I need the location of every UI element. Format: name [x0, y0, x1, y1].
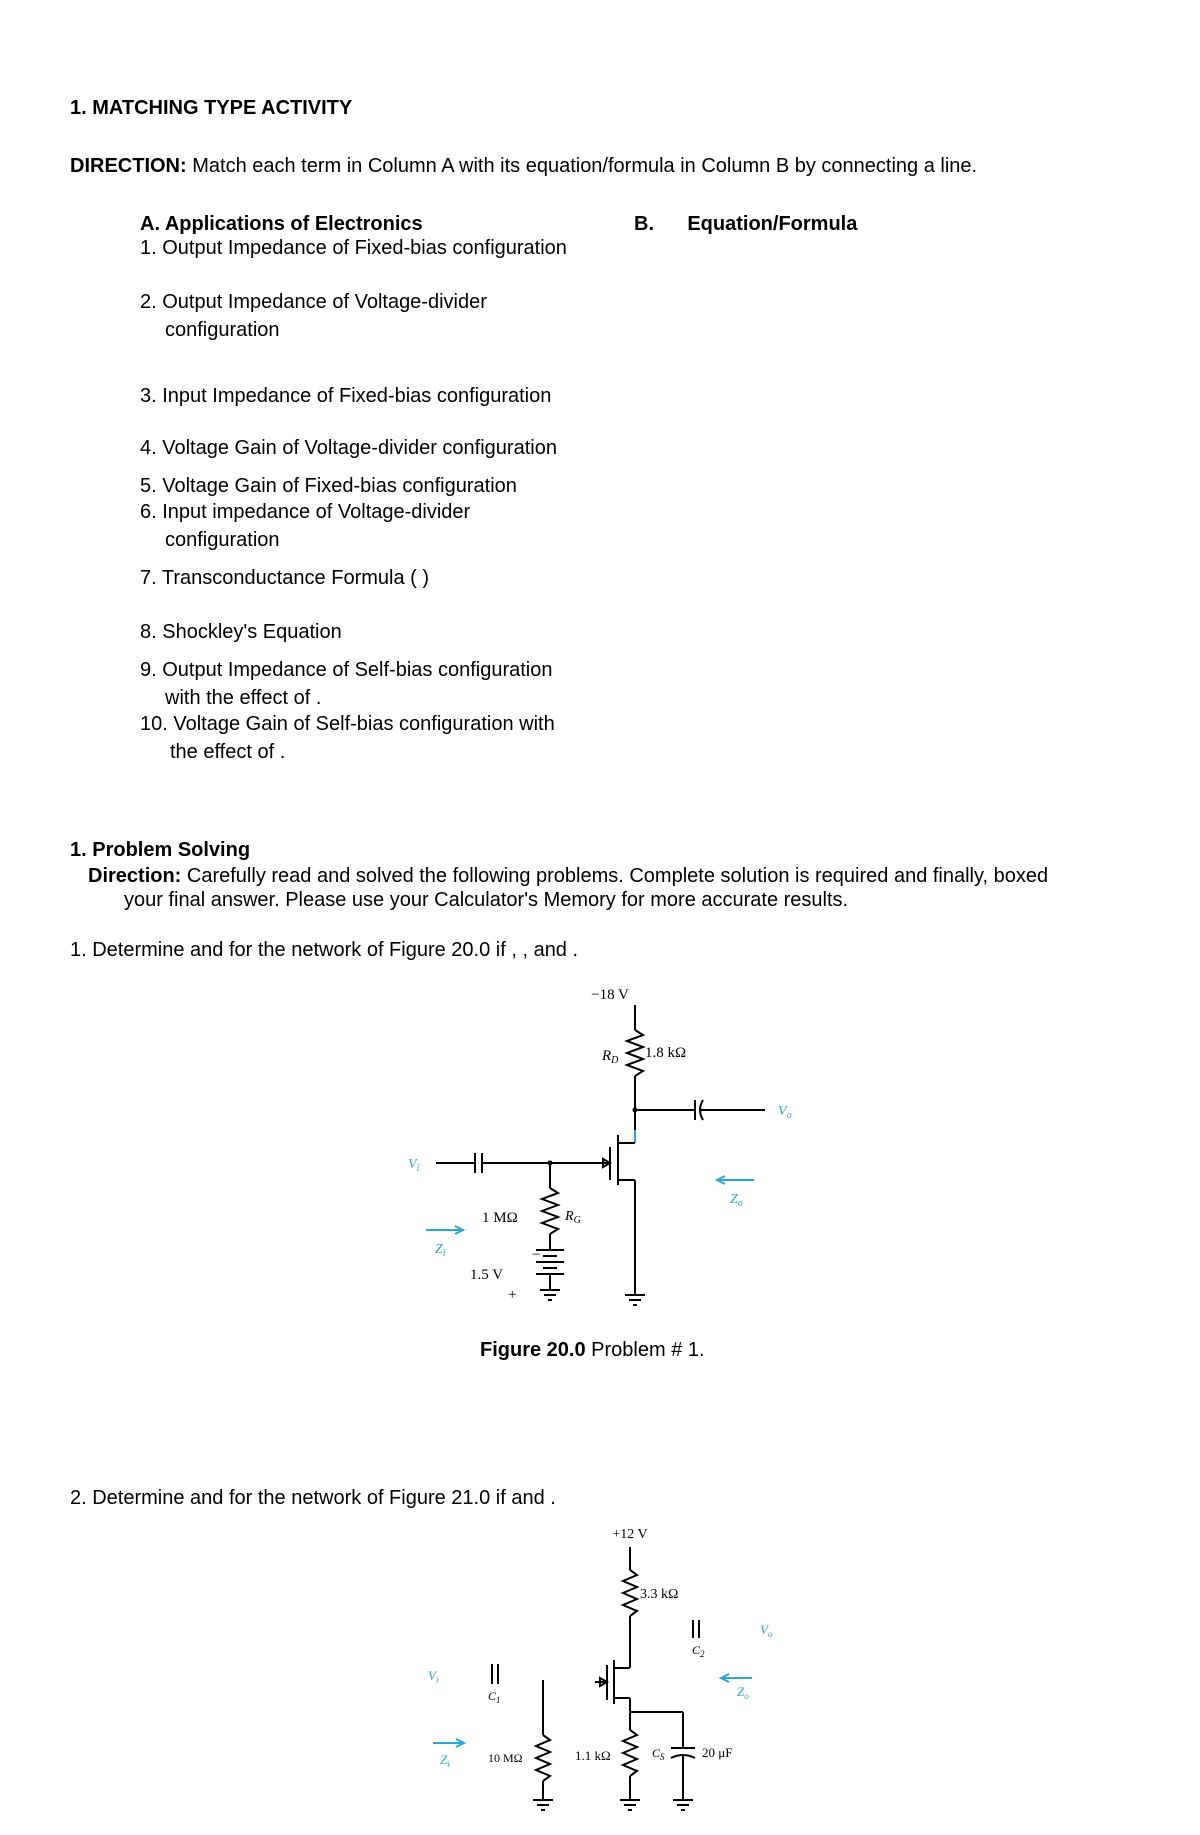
problems-direction-continuation: your final answer. Please use your Calculator's Memory for more accurate results. [124, 889, 849, 911]
zi-label: $Z_i$ [435, 1242, 446, 1259]
list-item: 2. Output Impedance of Voltage-divider [140, 291, 487, 313]
list-item: 8. Shockley's Equation [140, 621, 342, 643]
list-item: 6. Input impedance of Voltage-divider [140, 501, 471, 523]
list-item: 1. Output Impedance of Fixed-bias configuration [140, 237, 567, 259]
battery-minus: − [532, 1247, 541, 1263]
direction-label: Direction: [88, 865, 182, 887]
c2-label: $C_2$ [692, 1643, 705, 1659]
zo-label: $Z_o$ [730, 1192, 743, 1209]
problems-heading: 1. Problem Solving [70, 839, 251, 861]
battery-plus: + [508, 1287, 517, 1303]
column-b-title: B. Equation/Formula [634, 213, 858, 235]
list-item-continuation: configuration [165, 529, 280, 551]
list-item: 3. Input Impedance of Fixed-bias configuration [140, 385, 552, 407]
rg-value: 1 MΩ [482, 1210, 518, 1226]
figure-21-circuit [400, 1520, 820, 1820]
figure-20-caption: Figure 20.0 Problem # 1. [480, 1339, 705, 1361]
list-item: 5. Voltage Gain of Fixed-bias configuration [140, 475, 517, 497]
figure-20-circuit [400, 975, 820, 1335]
vo-label: $V_o$ [760, 1622, 773, 1639]
list-item: 9. Output Impedance of Self-bias configuration [140, 659, 553, 681]
c1-label: $C_1$ [488, 1689, 501, 1705]
problem-1-text: 1. Determine and for the network of Figure 20.0 if , , and . [70, 939, 579, 961]
direction-label: DIRECTION: [70, 155, 187, 177]
list-item-continuation: configuration [165, 319, 280, 341]
problems-direction [88, 864, 1048, 888]
cs-value: 20 μF [702, 1745, 733, 1760]
direction-text: Carefully read and solved the following problems. Complete solution is required and finally, boxed [181, 865, 1049, 887]
list-item-continuation: with the effect of . [165, 687, 322, 709]
supply-label: −18 V [591, 987, 629, 1003]
list-item-continuation: the effect of . [170, 741, 286, 763]
direction-text: Match each term in Column A with its equation/formula in Column B by connecting a line. [186, 155, 978, 177]
list-item: 4. Voltage Gain of Voltage-divider configuration [140, 437, 557, 459]
matching-direction [70, 154, 977, 178]
rg-value: 10 MΩ [488, 1751, 523, 1765]
zi-label: $Z_i$ [440, 1752, 450, 1769]
vi-label: $V_i$ [408, 1157, 420, 1174]
matching-heading: 1. MATCHING TYPE ACTIVITY [70, 97, 353, 119]
column-a-title: A. Applications of Electronics [140, 213, 423, 235]
supply-label: +12 V [612, 1527, 648, 1542]
vo-label: $V_o$ [778, 1104, 792, 1121]
battery-label: 1.5 V [470, 1267, 504, 1283]
rd-value: 3.3 kΩ [640, 1587, 679, 1602]
list-item: 10. Voltage Gain of Self-bias configuration with [140, 713, 555, 735]
list-item: 7. Transconductance Formula ( ) [140, 567, 430, 589]
cs-label: $C_S$ [652, 1746, 665, 1762]
rd-value: 1.8 kΩ [645, 1045, 687, 1061]
rg-label: $R_G$ [565, 1209, 581, 1226]
vi-label: $V_i$ [428, 1668, 439, 1685]
problem-2-text: 2. Determine and for the network of Figure 21.0 if and . [70, 1487, 556, 1509]
rs-value: 1.1 kΩ [575, 1748, 611, 1763]
rd-label: $R_D$ [602, 1048, 619, 1066]
zo-label: $Z_o$ [737, 1684, 749, 1701]
